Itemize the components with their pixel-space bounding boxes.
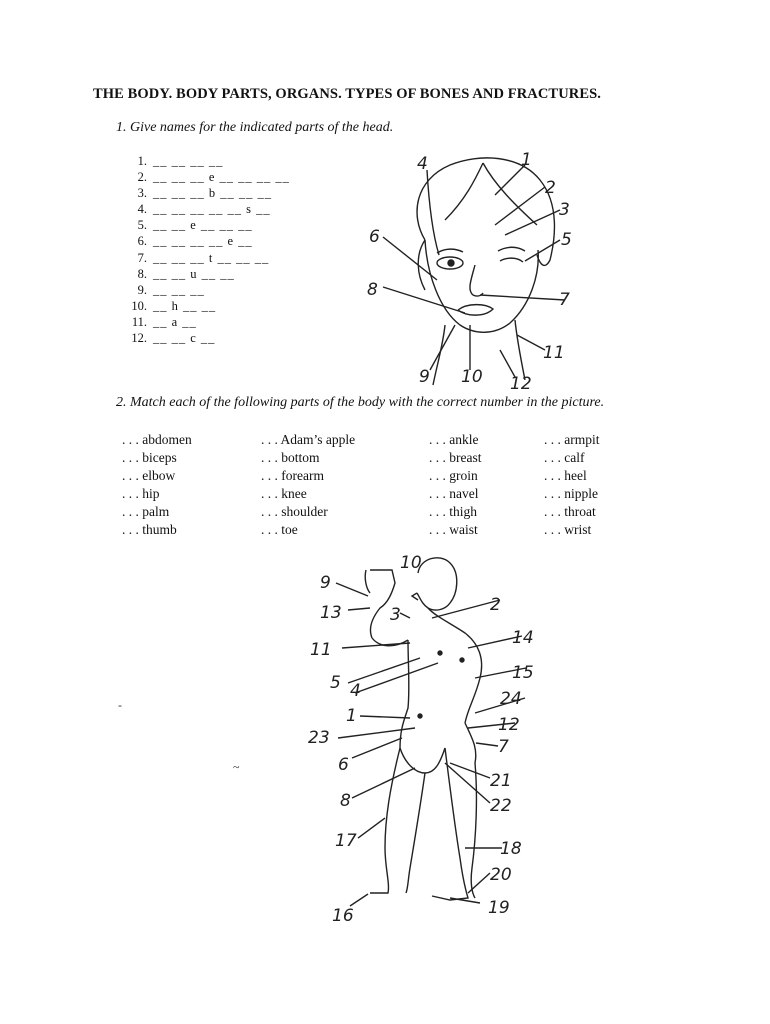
body-label-2: 2 bbox=[490, 595, 501, 615]
body-label-23: 23 bbox=[308, 728, 330, 748]
head-label-8: 8 bbox=[367, 280, 378, 300]
blank-item bbox=[120, 266, 290, 282]
body-label-17: 17 bbox=[335, 831, 357, 851]
body-label-7: 7 bbox=[498, 737, 509, 757]
word-bank-item: . . . bottom bbox=[261, 450, 320, 465]
head-blanks-list bbox=[120, 153, 290, 346]
blank-item bbox=[120, 233, 290, 249]
body-label-11: 11 bbox=[310, 640, 332, 660]
word-bank-item: . . . abdomen bbox=[122, 432, 192, 447]
blank-item bbox=[120, 330, 290, 346]
word-bank-item: . . . forearm bbox=[261, 468, 324, 483]
body-label-16: 16 bbox=[332, 906, 354, 926]
stray-mark: - bbox=[118, 698, 122, 712]
body-label-15: 15 bbox=[512, 663, 534, 683]
head-label-9: 9 bbox=[419, 367, 430, 387]
head-label-4: 4 bbox=[417, 154, 428, 174]
blank-number: 9. bbox=[137, 282, 147, 297]
body-label-9: 9 bbox=[320, 573, 331, 593]
body-label-20: 20 bbox=[490, 865, 512, 885]
body-label-12: 12 bbox=[498, 715, 520, 735]
blank-pattern: __ __ __ bbox=[153, 282, 205, 297]
body-label-1: 1 bbox=[346, 706, 357, 726]
blank-pattern: __ __ u __ __ bbox=[153, 266, 235, 281]
word-bank-item: . . . throat bbox=[544, 504, 596, 519]
word-bank-row bbox=[122, 503, 634, 521]
blank-pattern: __ a __ bbox=[153, 314, 197, 329]
stray-mark: ~ bbox=[233, 760, 240, 774]
body-label-21: 21 bbox=[490, 771, 512, 791]
word-bank-item: . . . knee bbox=[261, 486, 307, 501]
body-label-5: 5 bbox=[330, 673, 341, 693]
word-bank-row bbox=[122, 449, 634, 467]
body-label-4: 4 bbox=[350, 681, 361, 701]
word-bank-item: . . . groin bbox=[429, 468, 478, 483]
blank-item bbox=[120, 282, 290, 298]
blank-number: 11. bbox=[131, 314, 147, 329]
blank-number: 4. bbox=[137, 202, 147, 217]
blank-pattern: __ __ c __ bbox=[153, 331, 216, 346]
blank-pattern: __ __ __ e __ __ __ __ bbox=[153, 170, 290, 185]
word-bank-item: . . . elbow bbox=[122, 468, 176, 483]
body-label-6: 6 bbox=[338, 755, 349, 775]
word-bank-item: . . . Adam’s apple bbox=[261, 432, 356, 447]
word-bank-item: . . . armpit bbox=[544, 432, 600, 447]
head-label-10: 10 bbox=[461, 367, 483, 387]
word-bank-item: . . . thumb bbox=[122, 522, 177, 537]
word-bank-item: . . . shoulder bbox=[261, 504, 328, 519]
word-bank-row bbox=[122, 467, 634, 485]
head-label-1: 1 bbox=[521, 150, 532, 170]
blank-number: 3. bbox=[137, 186, 147, 201]
blank-pattern: __ __ __ __ __ s __ bbox=[153, 202, 271, 217]
blank-pattern: __ __ __ t __ __ __ bbox=[153, 250, 270, 265]
word-bank-row bbox=[122, 521, 634, 539]
blank-number: 2. bbox=[137, 170, 147, 185]
blank-pattern: __ h __ __ bbox=[153, 298, 217, 313]
page-title: THE BODY. BODY PARTS, ORGANS. TYPES OF BONES AND FRACTURES. bbox=[93, 86, 602, 102]
head-label-3: 3 bbox=[559, 200, 570, 220]
blank-number: 5. bbox=[137, 218, 147, 233]
body-label-3: 3 bbox=[390, 605, 401, 625]
word-bank-item: . . . palm bbox=[122, 504, 170, 519]
blank-pattern: __ __ __ __ bbox=[153, 154, 224, 168]
word-bank-row bbox=[122, 431, 634, 449]
blank-pattern: __ __ e __ __ __ bbox=[153, 218, 253, 233]
body-label-10: 10 bbox=[400, 553, 422, 573]
word-bank-item: . . . thigh bbox=[429, 504, 478, 519]
blank-item bbox=[120, 153, 290, 169]
blank-pattern: __ __ __ b __ __ __ bbox=[153, 186, 272, 201]
body-label-24: 24 bbox=[500, 689, 522, 709]
blank-number: 7. bbox=[137, 250, 147, 265]
body-label-22: 22 bbox=[490, 796, 512, 816]
blank-number: 1. bbox=[137, 154, 147, 168]
word-bank-item: . . . ankle bbox=[429, 432, 479, 447]
word-bank-item: . . . toe bbox=[261, 522, 298, 537]
blank-number: 8. bbox=[137, 266, 147, 281]
exercise1-instruction: 1. Give names for the indicated parts of the head. bbox=[116, 120, 394, 135]
blank-item bbox=[120, 169, 290, 185]
blank-item bbox=[120, 314, 290, 330]
head-label-12: 12 bbox=[510, 374, 532, 394]
word-bank-row bbox=[122, 485, 634, 503]
body-label-8: 8 bbox=[340, 791, 351, 811]
body-label-13: 13 bbox=[320, 603, 342, 623]
blank-item bbox=[120, 250, 290, 266]
blank-item bbox=[120, 298, 290, 314]
blank-number: 6. bbox=[137, 234, 147, 249]
word-bank-item: . . . calf bbox=[544, 450, 585, 465]
word-bank-item: . . . navel bbox=[429, 486, 479, 501]
word-bank-item: . . . wrist bbox=[544, 522, 592, 537]
body-label-19: 19 bbox=[488, 898, 510, 918]
blank-item bbox=[120, 217, 290, 233]
word-bank-item: . . . heel bbox=[544, 468, 587, 483]
body-label-14: 14 bbox=[512, 628, 534, 648]
word-bank-item: . . . waist bbox=[429, 522, 478, 537]
body-label-18: 18 bbox=[500, 839, 522, 859]
word-bank-item: . . . breast bbox=[429, 450, 482, 465]
body-parts-word-bank bbox=[122, 431, 634, 539]
body-illustration bbox=[300, 548, 550, 928]
blank-pattern: __ __ __ __ e __ bbox=[153, 234, 253, 249]
word-bank-item: . . . nipple bbox=[544, 486, 598, 501]
blank-number: 12. bbox=[131, 331, 147, 346]
head-label-2: 2 bbox=[545, 178, 556, 198]
head-label-7: 7 bbox=[559, 290, 570, 310]
head-illustration bbox=[355, 145, 585, 395]
head-label-6: 6 bbox=[369, 227, 380, 247]
exercise2-instruction: 2. Match each of the following parts of the body with the correct number in the picture. bbox=[116, 395, 605, 410]
blank-item bbox=[120, 201, 290, 217]
head-label-11: 11 bbox=[543, 343, 565, 363]
word-bank-item: . . . biceps bbox=[122, 450, 177, 465]
blank-item bbox=[120, 185, 290, 201]
word-bank-item: . . . hip bbox=[122, 486, 160, 501]
blank-number: 10. bbox=[131, 298, 147, 313]
head-label-5: 5 bbox=[561, 230, 572, 250]
